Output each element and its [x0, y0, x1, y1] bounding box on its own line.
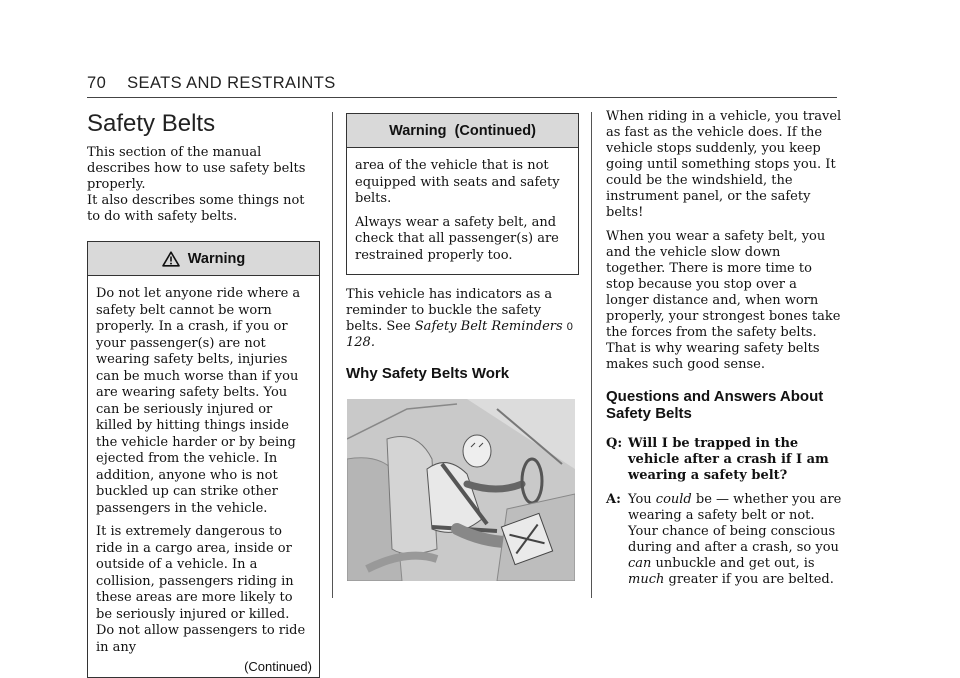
warning-continued-paragraph-1: area of the vehicle that is not equipped with seats and safety belts. — [355, 158, 560, 206]
travel-paragraph: When riding in a vehicle, you travel as fast as the vehicle does. If the vehicle stops suddenly, you keep going until something stops you. It could be the windshield, the instrument panel, or the safety belts! — [606, 109, 842, 220]
warning-header — [88, 242, 319, 276]
answer-item — [606, 492, 842, 588]
column-2 — [346, 113, 578, 581]
intro-paragraph-1: This section of the manual describes how to use safety belts properly. — [87, 145, 306, 192]
warning-continued-heading: Warning (Continued) — [389, 122, 536, 139]
column-divider-2 — [591, 112, 592, 598]
continued-label: (Continued) — [244, 659, 312, 674]
warning-continued-paragraph-2: Always wear a safety belt, and check that all passenger(s) are restrained properly too. — [355, 214, 559, 263]
column-divider-1 — [332, 112, 333, 598]
column-1 — [87, 110, 319, 678]
warning-continued-body — [347, 148, 578, 274]
indicators-text: This vehicle has indicators as a reminder to buckle the safety belts. — [346, 287, 553, 334]
warning-continued-box — [346, 113, 579, 275]
warning-box — [87, 241, 320, 678]
intro-paragraph-2: It also describes some things not to do with safety belts. — [87, 193, 305, 224]
see-reference-page[interactable]: 128 — [346, 335, 371, 350]
warning-heading: Warning — [187, 250, 246, 267]
warning-continued-header — [347, 114, 578, 148]
see-label: See — [386, 319, 411, 334]
crash-test-illustration — [347, 399, 575, 581]
page-header — [87, 74, 336, 93]
see-reference-link[interactable]: Safety Belt Reminders — [414, 319, 563, 334]
why-heading: Why Safety Belts Work — [346, 365, 510, 382]
warning-paragraph-2: It is extremely dangerous to ride in a cargo area, inside or outside of a vehicle. In a collision, passengers riding in these areas are more likely to be seriously injured or killed. Do not allow passengers to ride in any — [96, 524, 306, 655]
slow-down-paragraph: When you wear a safety belt, you and the vehicle slow down together. There is more time to stop because you stop over a longer distance and, when worn properly, your strongest bones take the forces from the safety belts. That is why wearing safety belts makes such good sense. — [606, 229, 841, 372]
question-label: Q: — [606, 436, 623, 451]
indicators-paragraph: This vehicle has indicators as a reminder to buckle the safety belts. See Safety Belt Reminders 0 128. — [346, 287, 573, 350]
page-reference-icon: 0 — [566, 321, 573, 333]
answer-text: You could be — whether you are wearing a safety belt or not. Your chance of being conscious during and after a crash, so you can unbuckle and get out, is much greater if you are belted. — [628, 492, 842, 587]
warning-paragraph-1: Do not let anyone ride where a safety belt cannot be worn properly. In a crash, if you or your passenger(s) are not wearing safety belts, injuries can be much worse than if you are wearing safety belts. You can be seriously injured or killed by hitting things inside the vehicle harder or by being ejected from the vehicle. In addition, anyone who is not buckled up can strike other passengers in the vehicle. — [96, 286, 301, 516]
warning-body — [88, 276, 319, 656]
section-title: SEATS AND RESTRAINTS — [127, 74, 336, 92]
qa-heading: Questions and Answers About Safety Belts — [606, 388, 824, 422]
page-number: 70 — [87, 74, 107, 92]
warning-triangle-icon — [162, 251, 180, 267]
page-title: Safety Belts — [87, 110, 216, 137]
question-item — [606, 436, 842, 484]
column-3 — [606, 109, 842, 596]
question-text: Will I be trapped in the vehicle after a crash if I am wearing a safety belt? — [628, 436, 829, 483]
header-rule — [87, 97, 837, 98]
answer-label: A: — [606, 492, 621, 507]
